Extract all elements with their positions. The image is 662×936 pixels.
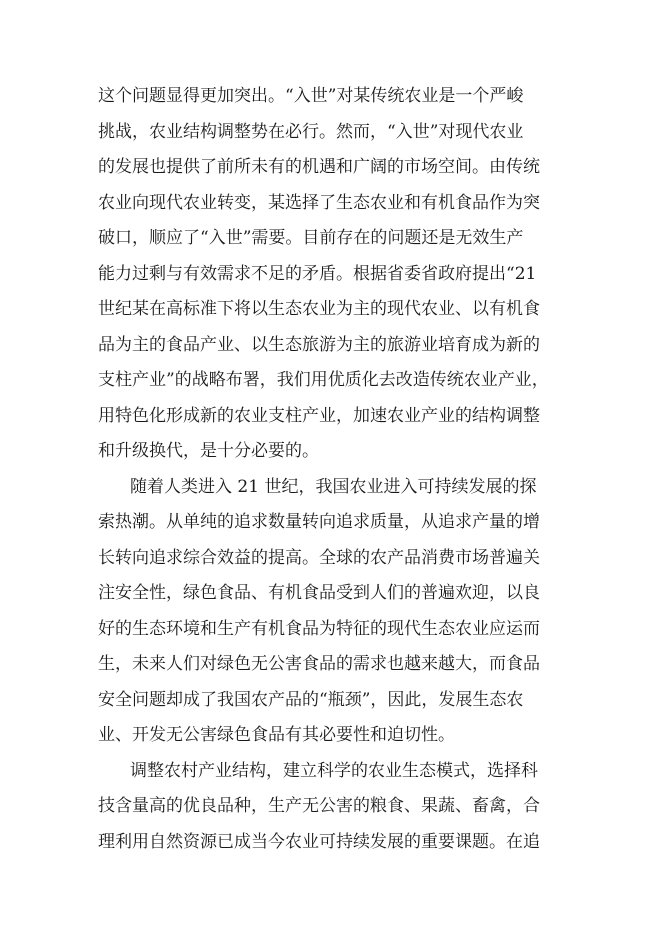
text-line: 农业向现代农业转变，某选择了生态农业和有机食品作为突 [98,193,540,213]
paragraph-first-line: 随着人类进入 21 世纪，我国农业进入可持续发展的探 [130,477,537,497]
text-line: 好的生态环境和生产有机食品为特征的现代生态农业应运而 [98,619,540,639]
text-line: 长转向追求综合效益的提高。全球的农产品消费市场普遍关 [98,548,540,568]
text-line: 注安全性，绿色食品、有机食品受到人们的普遍欢迎，以良 [98,583,540,603]
paragraph-first-line: 调整农村产业结构，建立科学的农业生态模式，选择科 [130,761,538,781]
text-line: 生，未来人们对绿色无公害食品的需求也越来越大，而食品 [98,654,540,674]
text-line: 和升级换代，是十分必要的。 [98,441,319,461]
text-line: 挑战，农业结构调整势在必行。然而，“入世”对现代农业 [98,122,524,142]
text-line: 支柱产业”的战略布署，我们用优质化去改造传统农业产业， [98,370,549,390]
text-line: 用特色化形成新的农业支柱产业，加速农业产业的结构调整 [98,406,540,426]
text-line: 索热潮。从单纯的追求数量转向追求质量，从追求产量的增 [98,512,540,532]
text-line: 这个问题显得更加突出。“入世”对某传统农业是一个严峻 [98,86,524,106]
text-line: 技含量高的优良品种，生产无公害的粮食、果蔬、畜禽，合 [98,796,540,816]
text-line: 世纪某在高标准下将以生态农业为主的现代农业、以有机食 [98,299,540,319]
text-line: 的发展也提供了前所未有的机遇和广阔的市场空间。由传统 [98,157,540,177]
text-line: 业、开发无公害绿色食品有其必要性和迫切性。 [98,725,455,745]
text-line: 品为主的食品产业、以生态旅游为主的旅游业培育成为新的 [98,335,540,355]
text-line: 能力过剩与有效需求不足的矛盾。根据省委省政府提出“21 [98,264,537,284]
text-line: 安全问题却成了我国农产品的“瓶颈”，因此，发展生态农 [98,690,524,710]
text-line: 理利用自然资源已成当今农业可持续发展的重要课题。在追 [98,832,540,852]
text-line: 破口，顺应了“入世”需要。目前存在的问题还是无效生产 [98,228,524,248]
